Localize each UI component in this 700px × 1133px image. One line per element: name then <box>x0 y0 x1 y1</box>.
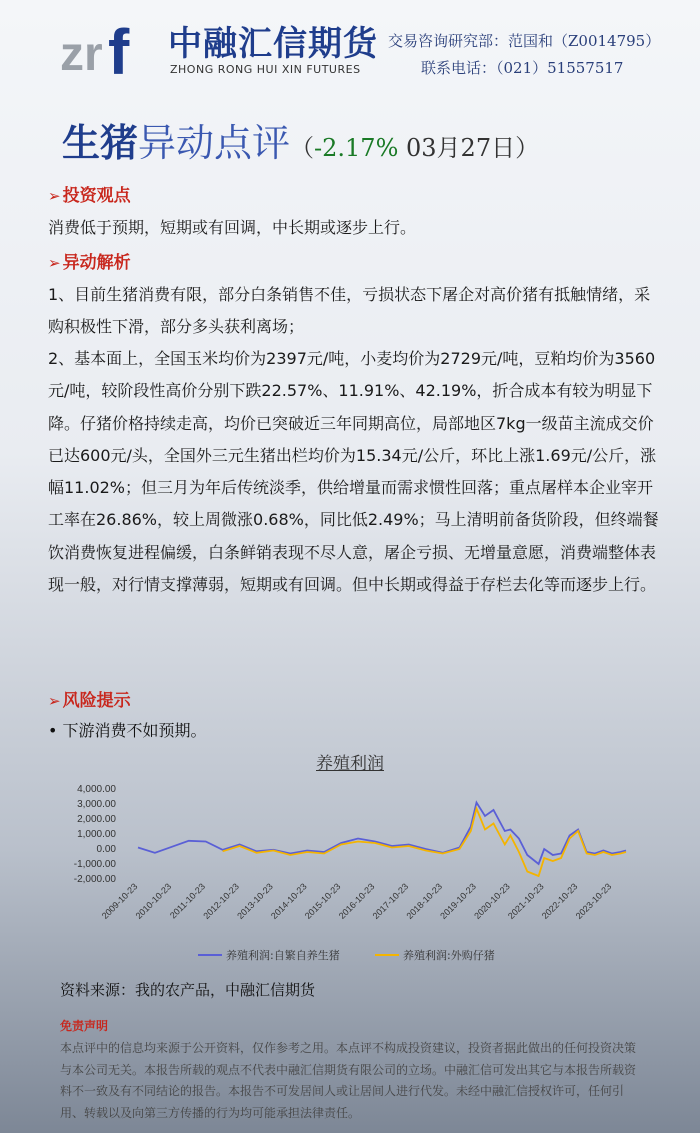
section-heading-analysis <box>48 248 131 273</box>
profit-line-chart <box>30 775 670 970</box>
bullet-dot-icon: • <box>48 721 63 740</box>
contact-phone: 联系电话：（021）51557517 <box>421 59 624 77</box>
section-heading-view <box>48 181 131 206</box>
x-tick-label: 2015-10-23 <box>302 881 343 921</box>
x-tick-label: 2011-10-23 <box>167 881 208 921</box>
legend-label: 养殖利润:外购仔猪 <box>403 949 495 962</box>
risk-text: 下游消费不如预期。 <box>62 721 207 740</box>
x-tick-label: 2012-10-23 <box>201 881 241 921</box>
x-tick-label: 2014-10-23 <box>269 881 309 921</box>
x-tick-label: 2018-10-23 <box>404 881 445 921</box>
title-open-paren: （ <box>290 134 315 162</box>
logo-zr-letters: zr <box>60 28 103 78</box>
x-tick-label: 2013-10-23 <box>235 881 275 921</box>
risk-bullet <box>48 718 207 741</box>
x-axis <box>100 881 614 921</box>
y-tick-label: 2,000.00 <box>77 814 116 825</box>
brand-name-en: ZHONG RONG HUI XIN FUTURES <box>170 63 361 76</box>
arrow-icon: ➢ <box>48 692 61 710</box>
series-line-1 <box>138 803 626 865</box>
data-source: 资料来源：我的农产品，中融汇信期货 <box>60 981 316 999</box>
y-tick-label: -1,000.00 <box>73 859 116 870</box>
y-tick-label: 1,000.00 <box>77 829 116 840</box>
y-tick-label: -2,000.00 <box>73 874 116 885</box>
title-change: -2.17% <box>314 134 399 162</box>
x-tick-label: 2019-10-23 <box>438 881 478 921</box>
series-lines <box>138 803 626 877</box>
view-text: 消费低于预期，短期或有回调，中长期或逐步上行。 <box>48 218 417 237</box>
y-tick-label: 3,000.00 <box>77 799 116 810</box>
x-tick-label: 2023-10-23 <box>573 881 614 921</box>
analysis-paragraph-1: 1、目前生猪消费有限，部分白条销售不佳，亏损状态下屠企对高价猪有抵触情绪，采购积极性下滑，部分多头获利离场； <box>48 285 651 337</box>
brand-name-cn: 中融汇信期货 <box>168 24 378 64</box>
x-tick-label: 2021-10-23 <box>506 881 546 921</box>
disclaimer-title: 免责声明 <box>60 1019 109 1033</box>
y-tick-label: 0.00 <box>96 844 116 855</box>
logo-f-letter: f <box>108 18 130 78</box>
title-rest: 异动点评 <box>138 121 291 165</box>
x-tick-label: 2009-10-23 <box>99 881 140 921</box>
page-title <box>62 112 539 167</box>
analysis-paragraph-2: 2、基本面上，全国玉米均价为2397元/吨，小麦均价为2729元/吨，豆粕均价为3560元/吨，较阶段性高价分别下跌22.57%、11.91%、42.19%，折合成本有较为明显下降。仔猪价格持续走高，均价已突破近三年同期高位，局部地区7kg一级苗主流成交价已达600元/头，全国外三元生猪出栏均价为15.34元/公斤，环比上涨1.69元/公斤，涨幅11.02%；但三月为年后传统淡季，供给增量而需求惯性回落；重点屠样本企业宰开工率在26.86%，较上周微涨0.68%，同比低2.49%；马上清明前备货阶段，但终端餐饮消费恢复进程偏缓，白条鲜销表现不尽人意，屠企亏损、无增量意愿，消费端整体表现一般，对行情支撑薄弱，短期或有回调。但中长期或得益于存栏去化等而逐步上行。 <box>48 349 659 595</box>
title-date: 03月27日） <box>398 134 540 162</box>
section-heading-risk <box>48 686 131 711</box>
title-subject: 生猪 <box>62 120 139 165</box>
arrow-icon: ➢ <box>48 187 61 205</box>
chart-title: 养殖利润 <box>316 754 384 774</box>
contact-department: 交易咨询研究部：范国和（Z0014795） <box>388 32 661 50</box>
x-tick-label: 2020-10-23 <box>472 881 512 921</box>
chart-legend <box>198 948 495 962</box>
x-tick-label: 2017-10-23 <box>370 881 411 921</box>
x-tick-label: 2016-10-23 <box>336 881 377 921</box>
y-tick-label: 4,000.00 <box>77 784 116 795</box>
section-heading-risk-label: 风险提示 <box>62 691 131 711</box>
section-heading-analysis-label: 异动解析 <box>62 253 131 273</box>
y-axis <box>74 784 117 885</box>
x-tick-label: 2010-10-23 <box>133 881 174 921</box>
legend-label: 养殖利润:自繁自养生猪 <box>226 949 340 962</box>
arrow-icon: ➢ <box>48 254 61 272</box>
disclaimer-text: 本点评中的信息均来源于公开资料，仅作参考之用。本点评不构成投资建议，投资者据此做出的任何投资决策与本公司无关。本报告所载的观点不代表中融汇信期货有限公司的立场。中融汇信可发出其它与本报告所载资料不一致及有不同结论的报告。本报告不可发居间人或让居间人进行代发。未经中融汇信授权许可，任何引用、转载以及向第三方传播的行为均可能承担法律责任。 <box>60 1041 637 1120</box>
x-tick-label: 2022-10-23 <box>539 881 580 921</box>
section-heading-view-label: 投资观点 <box>62 186 131 206</box>
company-logo <box>60 18 160 78</box>
